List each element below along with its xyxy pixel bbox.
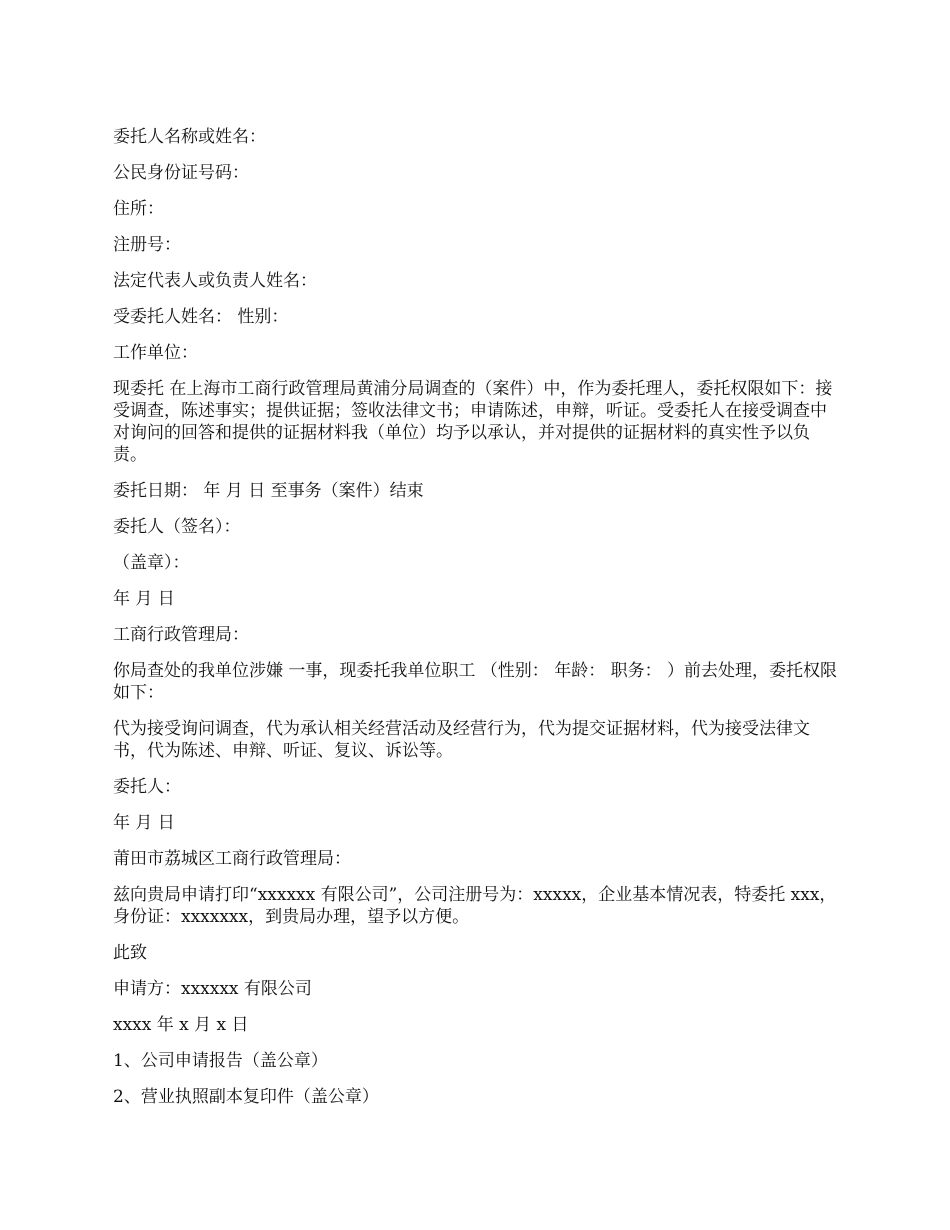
authorization-scope-paragraph: 现委托 在上海市工商行政管理局黄浦分局调查的（案件）中，作为委托理人，委托权限如下：接受调查，陈述事实；提供证据；签收法律文书；申请陈述，申辩，听证。受委托人在接受调查中对询问的回答和提供的证据材料我（单位）均予以承认，并对提供的证据材料的真实性予以负责。 <box>113 379 833 465</box>
document-body <box>113 126 843 1122</box>
field-principal-signature: 委托人（签名）： <box>113 517 241 537</box>
request-paragraph: 兹向贵局申请打印“xxxxxx 有限公司”，公司注册号为：xxxxx，企业基本情况表，特委托 xxx，身份证：xxxxxxx，到贵局办理，望予以方便。 <box>113 885 837 927</box>
field-registration-number: 注册号： <box>113 235 181 255</box>
addressee-line: 莆田市荔城区工商行政管理局： <box>113 849 351 869</box>
field-authorization-date: 委托日期： 年 月 日 至事务（案件）结束 <box>113 481 424 501</box>
date-line: xxxx 年 x 月 x 日 <box>113 1015 249 1035</box>
attachment-item: 1、公司申请报告（盖公章） <box>113 1051 328 1071</box>
addressee-line: 工商行政管理局： <box>113 625 249 645</box>
field-principal-name: 委托人名称或姓名： <box>113 127 266 147</box>
field-address: 住所： <box>113 199 164 219</box>
applicant-line: 申请方：xxxxxx 有限公司 <box>113 979 312 999</box>
field-seal: （盖章）： <box>113 553 190 573</box>
delegation-scope-paragraph: 代为接受询问调查，代为承认相关经营活动及经营行为，代为提交证据材料，代为接受法律文书，代为陈述、申辩、听证、复议、诉讼等。 <box>113 719 810 761</box>
field-agent-name-gender: 受委托人姓名： 性别： <box>113 307 289 327</box>
field-legal-representative: 法定代表人或负责人姓名： <box>113 271 317 291</box>
field-principal: 委托人： <box>113 777 181 797</box>
date-line: 年 月 日 <box>113 813 175 833</box>
field-id-number: 公民身份证号码： <box>113 163 249 183</box>
delegation-paragraph: 你局查处的我单位涉嫌 一事，现委托我单位职工 （性别： 年龄： 职务： ）前去处理，委托权限如下： <box>113 661 838 703</box>
field-work-unit: 工作单位： <box>113 343 198 363</box>
attachment-item: 2、营业执照副本复印件（盖公章） <box>113 1087 379 1107</box>
closing-line: 此致 <box>113 943 147 963</box>
date-line: 年 月 日 <box>113 589 175 609</box>
